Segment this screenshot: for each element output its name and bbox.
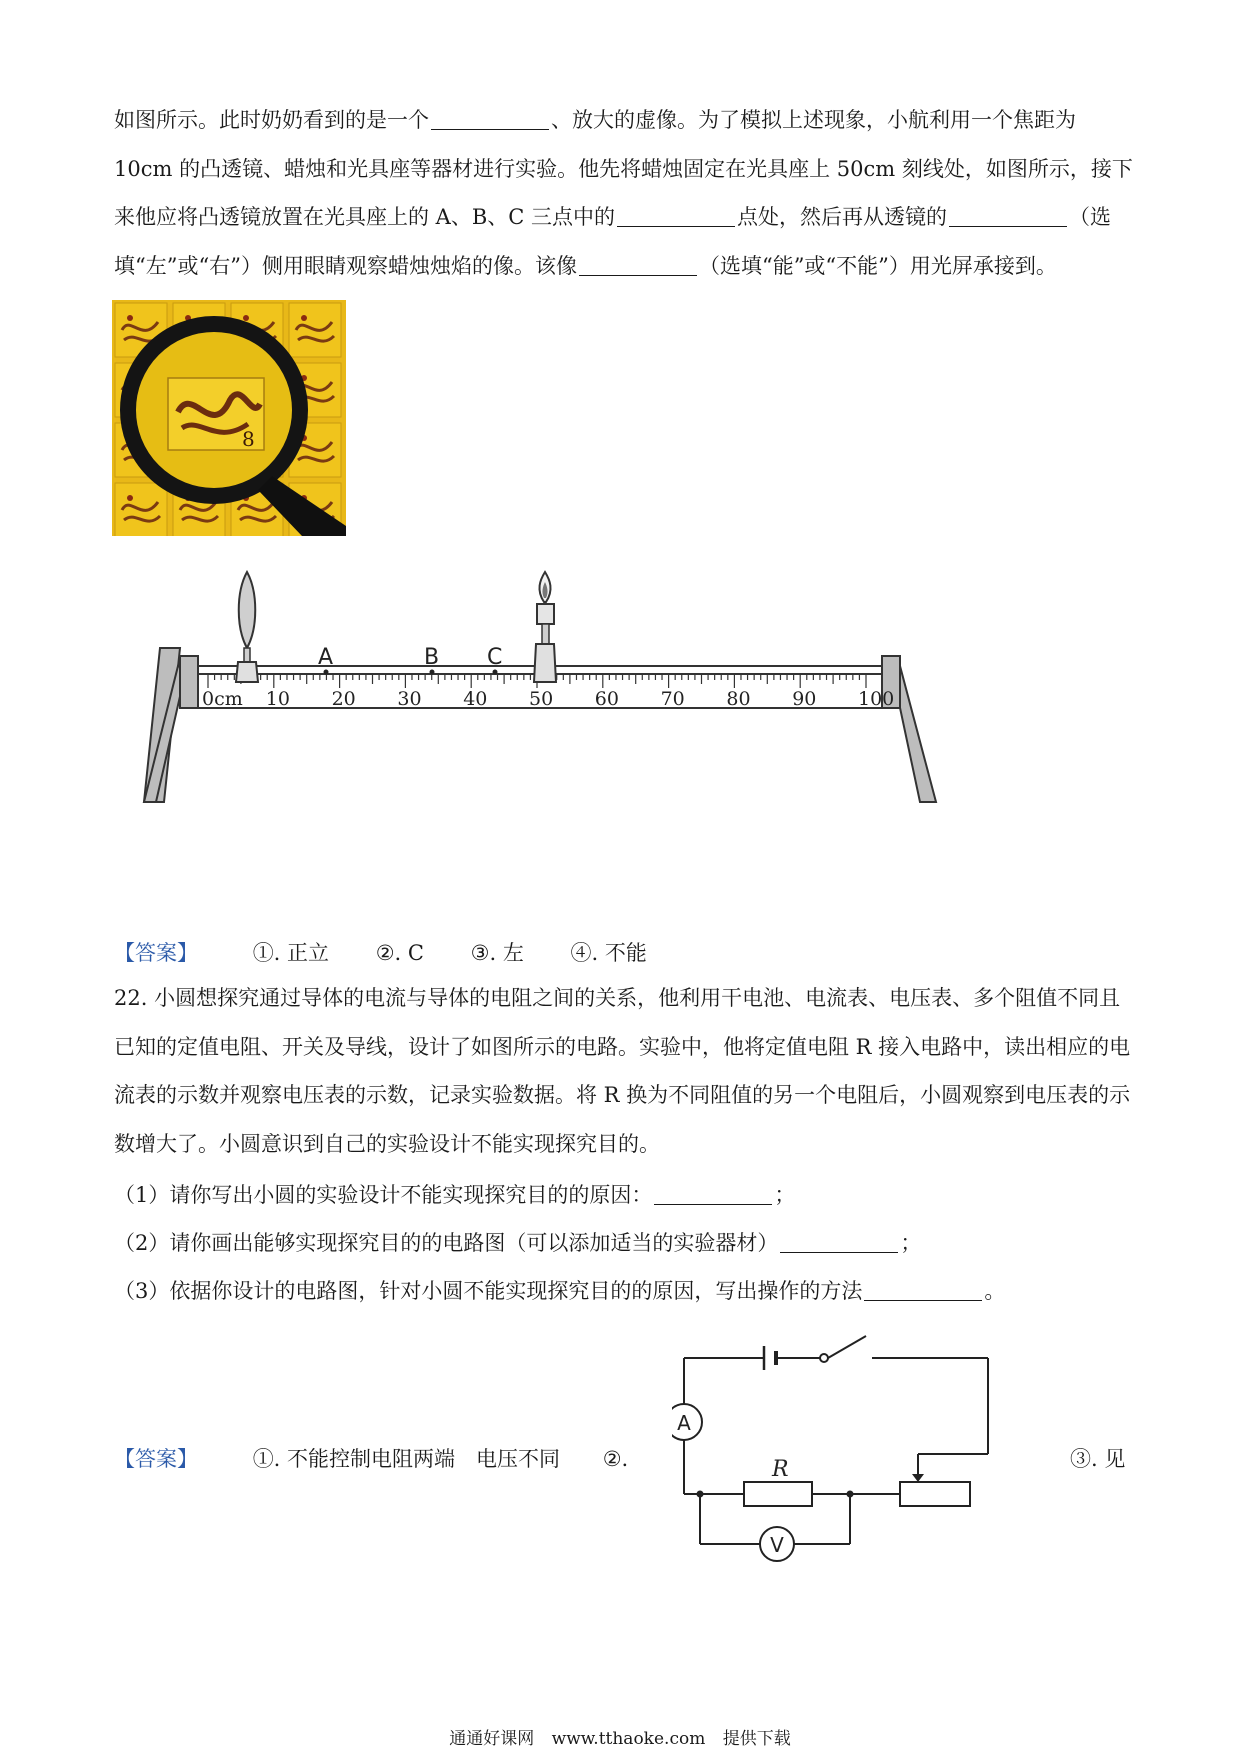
resistor-label: R (772, 1457, 789, 1482)
scale-label: 30 (397, 688, 422, 710)
bench-point-b (430, 670, 435, 675)
question-21-text: 如图所示。此时奶奶看到的是一个 、放大的虚像。为了模拟上述现象，小航利用一个焦距为 10cm 的凸透镜、蜡烛和光具座等器材进行实验。他先将蜡烛固定在光具座上 50cm 刻线处，如图所示，接下来他应将凸透镜放置在光具座上的 A、B、C 三点中的 点处，然后再从透镜的 （选填“左”或“右”）侧用眼睛观察蜡烛烛焰的像。该像 （选填“能”或“不能”）用光屏承接到。 (114, 108, 1133, 278)
answer-blank-5[interactable] (654, 1183, 772, 1205)
bench-label-b: B (424, 645, 440, 670)
answer-blank-3[interactable] (949, 205, 1067, 227)
question-22-sub-1: （1）请你写出小圆的实验设计不能实现探究目的的原因： ； (114, 1183, 796, 1207)
scale-label: 40 (463, 688, 488, 710)
voltmeter-label: V (770, 1533, 784, 1557)
footer-url[interactable]: www.tthaoke.com (551, 1729, 706, 1749)
answer-tag: 【答案】 (114, 941, 198, 965)
scale-label: 20 (331, 688, 356, 710)
bench-point-c (493, 670, 498, 675)
optical-bench-diagram (140, 570, 940, 814)
question-22-text: 22. 小圆想探究通过导体的电流与导体的电阻之间的关系，他利用干电池、电流表、电压表、多个阻值不同且已知的定值电阻、开关及导线，设计了如图所示的电路。实验中，他将定值电阻 R 接入电路中，读出相应的电流表的示数并观察电压表的示数，记录实验数据。将 R 换为不同阻值的另一个电阻后，小圆观察到电压表的示数增大了。小圆意识到自己的实验设计不能实现探究目的。 (114, 986, 1131, 1156)
scale-label: 90 (792, 688, 817, 710)
question-22-sub-2: （2）请你画出能够实现探究目的的电路图（可以添加适当的实验器材） ； (114, 1231, 922, 1255)
answer-blank-2[interactable] (617, 205, 735, 227)
answer-tag: 【答案】 (114, 1447, 198, 1471)
ammeter-label: A (677, 1411, 691, 1435)
page-footer (0, 1728, 1240, 1750)
candle (534, 572, 556, 682)
svg-text:8: 8 (242, 427, 255, 451)
switch-contact (820, 1354, 828, 1362)
footer-site: 通通好课网 (449, 1729, 535, 1749)
scale-label: 100 (858, 688, 895, 710)
scale-label: 80 (726, 688, 751, 710)
circuit-diagram (672, 1330, 1002, 1584)
bench-point-a (324, 670, 329, 675)
scale-label: 50 (529, 688, 554, 710)
scale-label: 70 (660, 688, 685, 710)
answer-21-item-2: ②. C (375, 941, 424, 965)
answer-22-item-3: ③. 见 (1070, 1447, 1126, 1471)
answer-blank-7[interactable] (864, 1279, 982, 1301)
answer-21 (114, 938, 1134, 968)
answer-22-item-1: ①. 不能控制电阻两端 电压不同 (252, 1447, 561, 1471)
answer-blank-4[interactable] (579, 254, 697, 276)
answer-blank-1[interactable] (431, 108, 549, 130)
resistor-r (744, 1482, 812, 1506)
bench-label-a: A (318, 645, 334, 670)
scale-label: 60 (594, 688, 619, 710)
answer-blank-6[interactable] (780, 1231, 898, 1253)
answer-21-item-4: ④. 不能 (570, 941, 647, 965)
answer-21-item-1: ①. 正立 (252, 941, 330, 965)
answer-21-item-3: ③. 左 (470, 941, 524, 965)
magnifier-stamp-photo (112, 300, 346, 536)
rheostat (900, 1482, 970, 1506)
rheostat-slider-arrow (912, 1474, 924, 1482)
footer-note: 提供下载 (722, 1729, 791, 1749)
question-22-sub-3: （3）依据你设计的电路图，针对小圆不能实现探究目的的原因，写出操作的方法 。 (114, 1279, 1006, 1303)
convex-lens (236, 572, 258, 682)
scale-label: 0cm (202, 688, 243, 710)
bench-label-c: C (487, 645, 503, 670)
answer-22-item-2: ②. (602, 1447, 629, 1471)
scale-label: 10 (265, 688, 290, 710)
